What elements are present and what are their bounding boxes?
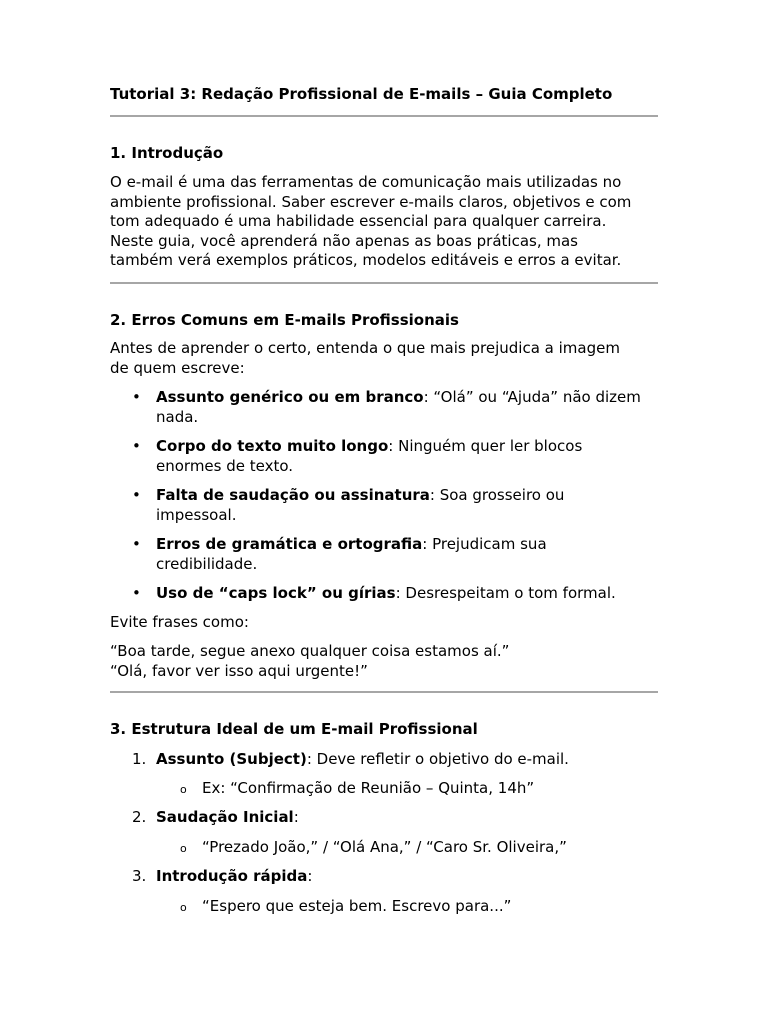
paragraph-line: também verá exemplos práticos, modelos editáveis e erros a evitar. <box>110 251 622 269</box>
paragraph-line: Evite frases como: <box>110 613 249 631</box>
paragraph-line: Neste guia, você aprenderá não apenas as boas práticas, mas <box>110 231 578 250</box>
numbered-item <box>132 867 666 887</box>
item-text: : <box>307 867 313 885</box>
avoid-label <box>110 613 658 633</box>
list-item <box>132 437 666 476</box>
paragraph-line: ambiente profissional. Saber escrever e-mails claros, objetivos e com <box>110 192 632 211</box>
list-item <box>132 486 666 525</box>
item-text: : Ninguém quer ler blocos <box>388 437 583 455</box>
section-2-intro <box>110 339 658 378</box>
section-1-heading: 1. Introdução <box>110 144 224 162</box>
item-bold: Introdução rápida <box>156 867 308 885</box>
sub-item <box>180 897 662 917</box>
bullet-icon: • <box>132 535 141 553</box>
bullet-icon: • <box>132 584 141 602</box>
list-item <box>132 388 666 427</box>
bullet-icon: • <box>132 437 141 455</box>
divider <box>110 282 658 284</box>
paragraph-line: de quem escreve: <box>110 358 245 377</box>
item-text: : “Olá” ou “Ajuda” não dizem <box>423 388 641 406</box>
item-text: : Soa grosseiro ou <box>429 486 565 504</box>
item-text: impessoal. <box>156 505 237 524</box>
item-number: 1. <box>132 750 147 768</box>
item-text: : Desrespeitam o tom formal. <box>395 584 616 602</box>
item-text: credibilidade. <box>156 554 258 573</box>
sub-bullet-icon: o <box>180 783 187 796</box>
bullet-icon: • <box>132 486 141 504</box>
item-text: : Prejudicam sua <box>422 535 547 553</box>
section-3-heading: 3. Estrutura Ideal de um E-mail Profissional <box>110 720 478 738</box>
paragraph-line: O e-mail é uma das ferramentas de comunicação mais utilizadas no <box>110 173 622 191</box>
divider <box>110 691 658 693</box>
item-bold: Erros de gramática e ortografia <box>156 535 423 553</box>
item-text: nada. <box>156 407 199 426</box>
list-item <box>132 535 666 574</box>
item-bold: Uso de “caps lock” ou gírias <box>156 584 396 602</box>
sub-item-text: “Prezado João,” / “Olá Ana,” / “Caro Sr. Oliveira,” <box>202 838 567 856</box>
item-number: 2. <box>132 808 147 826</box>
item-bold: Assunto (Subject) <box>156 750 307 768</box>
numbered-item <box>132 750 666 770</box>
divider <box>110 115 658 117</box>
sub-bullet-icon: o <box>180 901 187 914</box>
example-phrases <box>110 642 658 681</box>
sub-bullet-icon: o <box>180 842 187 855</box>
sub-item <box>180 779 662 799</box>
example-line: “Olá, favor ver isso aqui urgente!” <box>110 661 368 680</box>
paragraph-line: Antes de aprender o certo, entenda o que mais prejudica a imagem <box>110 339 620 357</box>
item-text: : <box>293 808 299 826</box>
section-2-heading: 2. Erros Comuns em E-mails Profissionais <box>110 311 459 329</box>
bullet-icon: • <box>132 388 141 406</box>
item-bold: Falta de saudação ou assinatura <box>156 486 430 504</box>
numbered-item <box>132 808 666 828</box>
item-text: : Deve refletir o objetivo do e-mail. <box>306 750 569 768</box>
sub-item-text: “Espero que esteja bem. Escrevo para...” <box>202 897 512 915</box>
item-bold: Corpo do texto muito longo <box>156 437 389 455</box>
section-1-paragraph <box>110 173 658 271</box>
document-title: Tutorial 3: Redação Profissional de E-mails – Guia Completo <box>110 85 613 103</box>
list-item <box>132 584 666 604</box>
item-text: enormes de texto. <box>156 456 294 475</box>
sub-item <box>180 838 662 858</box>
paragraph-line: tom adequado é uma habilidade essencial para qualquer carreira. <box>110 212 607 230</box>
sub-item-text: Ex: “Confirmação de Reunião – Quinta, 14h” <box>202 779 535 797</box>
item-bold: Saudação Inicial <box>156 808 294 826</box>
example-line: “Boa tarde, segue anexo qualquer coisa estamos aí.” <box>110 642 510 660</box>
item-number: 3. <box>132 867 147 885</box>
item-bold: Assunto genérico ou em branco <box>156 388 424 406</box>
